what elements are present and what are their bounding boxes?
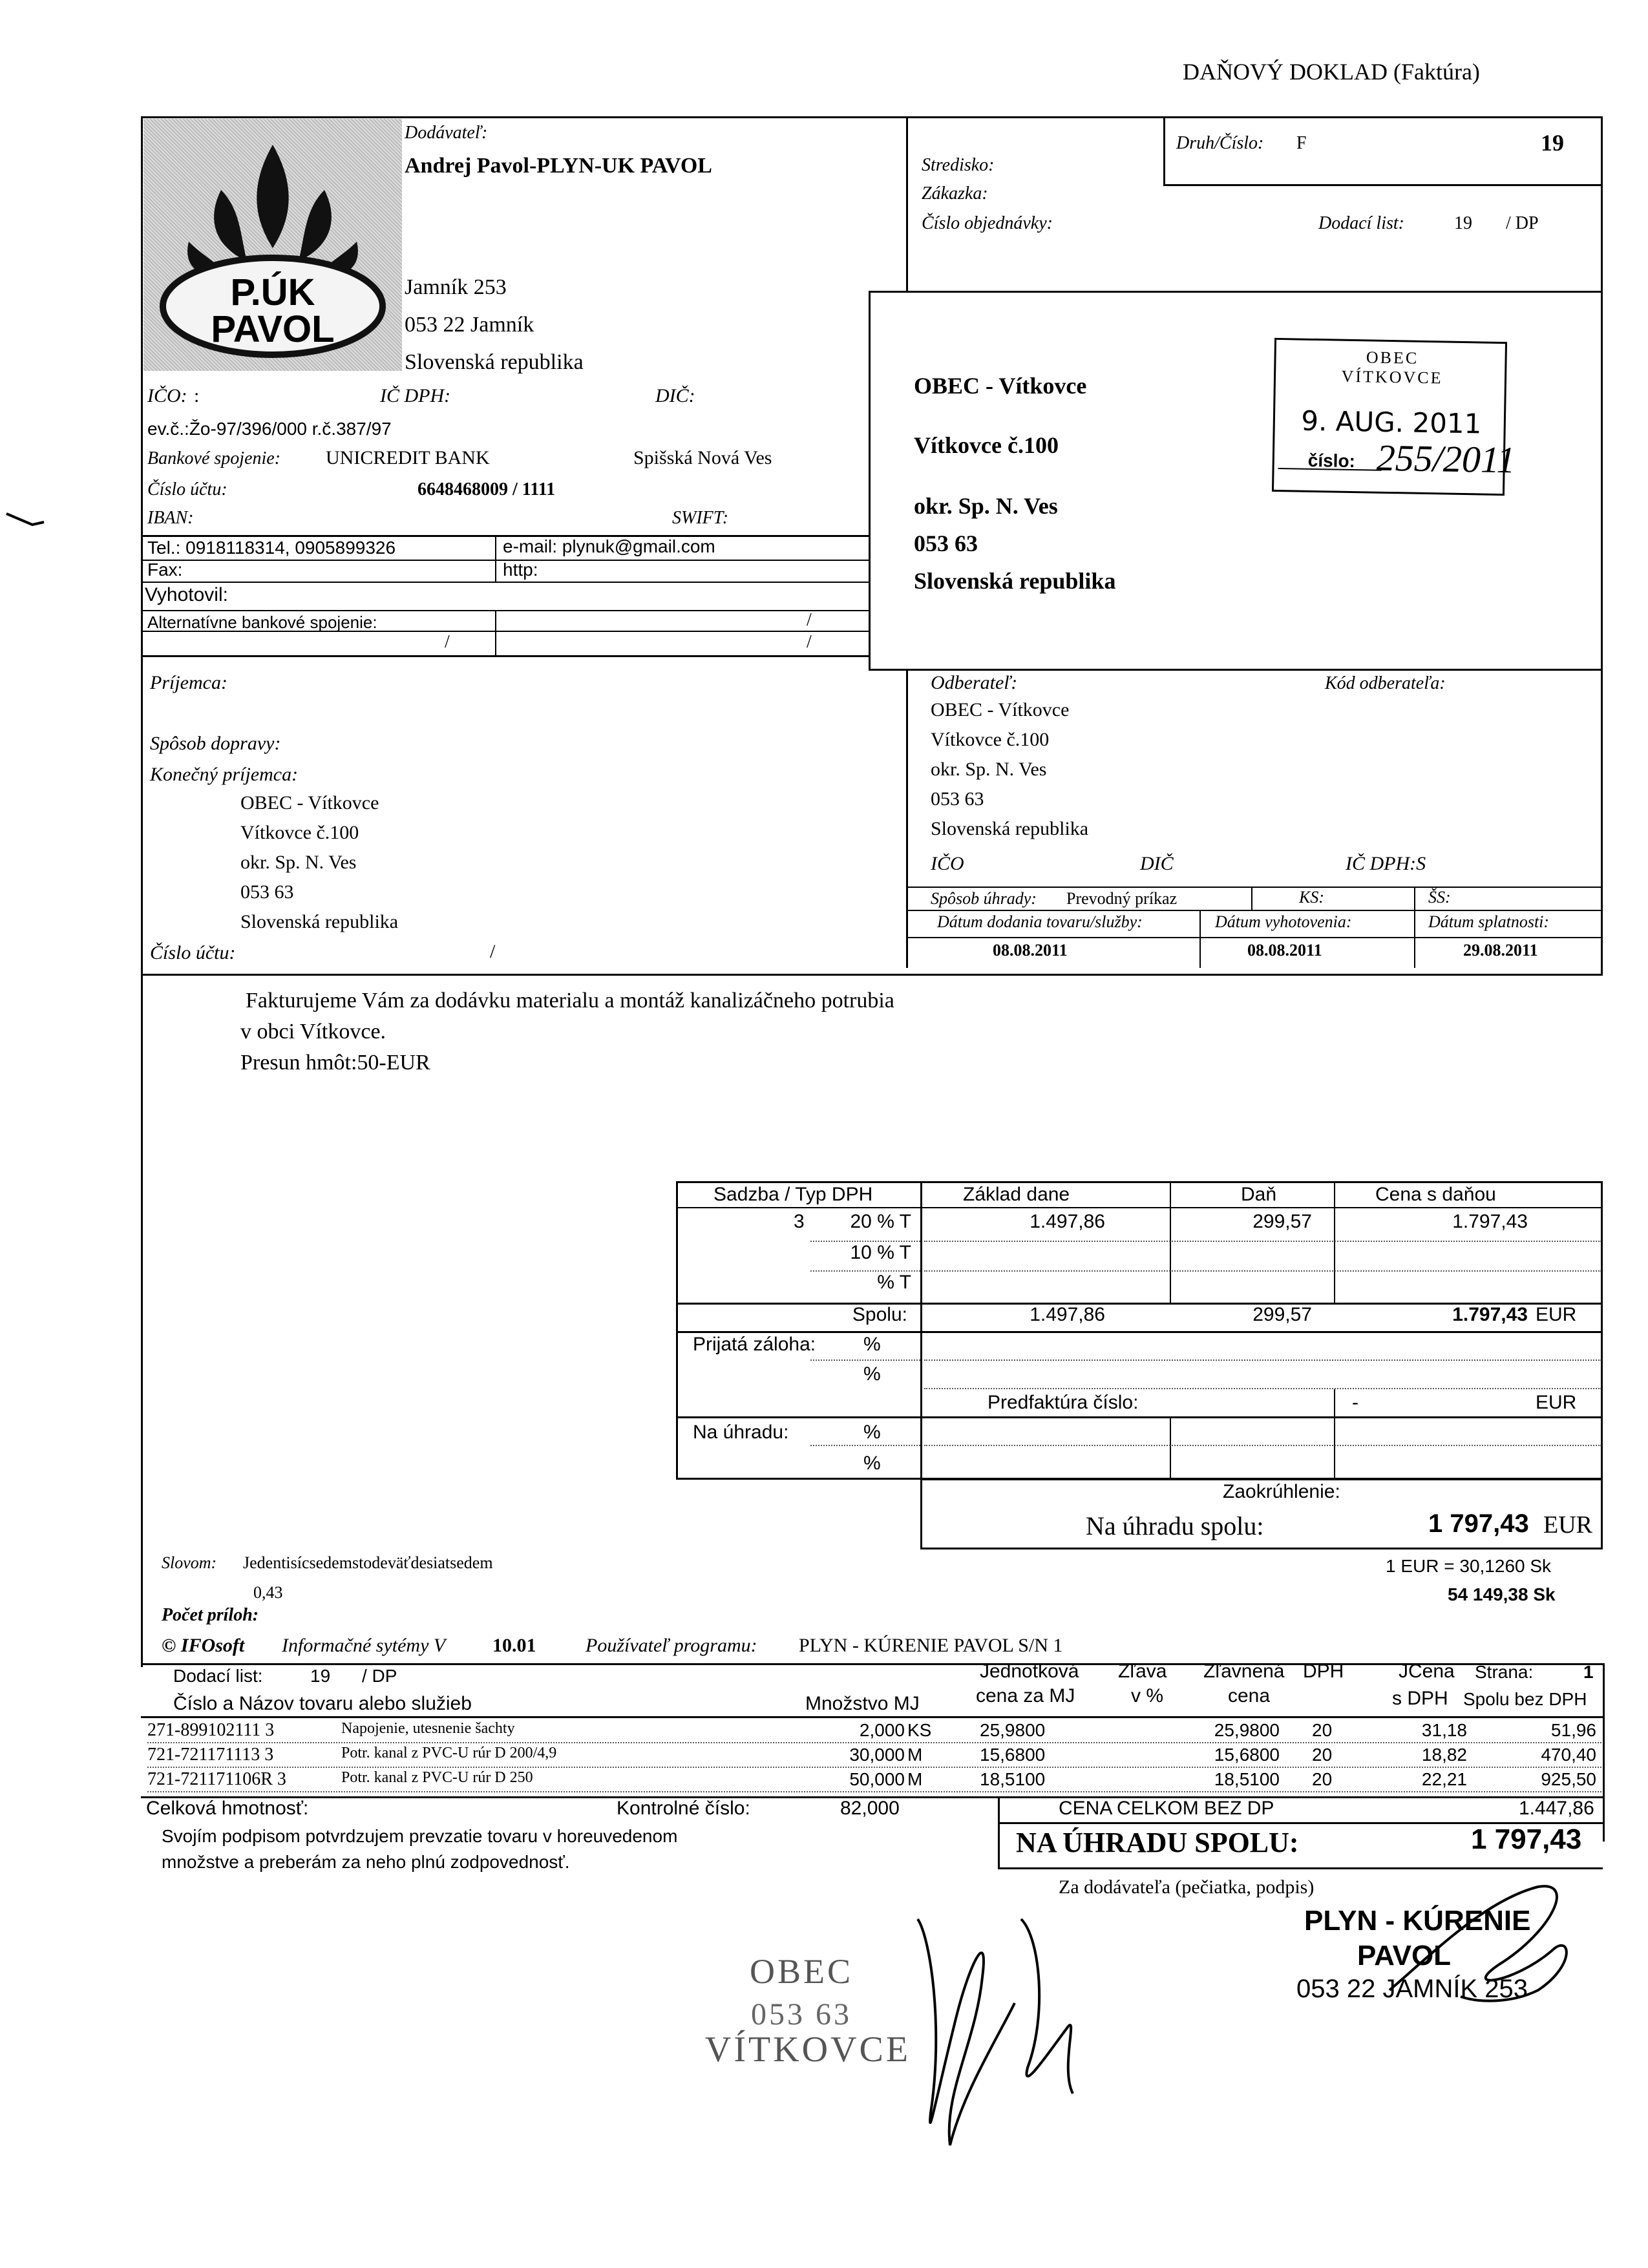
words-value: Jedentisícsedemstodeväťdesiatsedem — [243, 1553, 493, 1572]
account-label: Číslo účtu: — [147, 479, 227, 499]
dic-label: DIČ: — [655, 385, 695, 406]
proforma-currency: EUR — [1536, 1392, 1577, 1413]
items-delivery-value: 19 — [310, 1666, 331, 1686]
words-cents: 0,43 — [253, 1583, 283, 1602]
ico-label: IČO: — [147, 385, 187, 406]
web-label: http: — [503, 560, 538, 580]
customer-zip: 053 63 — [914, 530, 978, 556]
margin-mark — [6, 510, 45, 530]
words-label: Slovom: — [162, 1553, 217, 1572]
item-name: Potr. kanal z PVC-U rúr D 250 — [341, 1769, 533, 1786]
ss-label: ŠS: — [1428, 888, 1451, 907]
item-dprice: 18,5100 — [1214, 1769, 1280, 1789]
supplier-logo — [143, 119, 402, 371]
received-stamp-line2: VÍTKOVCE — [1341, 366, 1443, 388]
alt-bank-slash: / — [807, 610, 812, 630]
supplier-stamp-line1: PLYN - KÚRENIE — [1304, 1905, 1531, 1937]
item-dprice: 15,6800 — [1214, 1745, 1280, 1765]
pay-pct-1: % — [863, 1422, 881, 1443]
vat-row1-tax: 299,57 — [1252, 1211, 1312, 1232]
item-jc: 22,21 — [1421, 1769, 1467, 1789]
ks-label: KS: — [1299, 888, 1324, 907]
supplier-label: Dodávateľ: — [405, 123, 488, 143]
item-code: 721-721171113 3 — [147, 1745, 274, 1765]
recipient-account-slash: / — [490, 941, 496, 962]
customer-name: OBEC - Vítkovce — [914, 373, 1087, 399]
delivery-date-label: Dátum dodania tovaru/služby: — [937, 912, 1143, 931]
invoice-text-line2: v obci Vítkovce. — [240, 1020, 386, 1044]
buyer-code-label: Kód odberateľa: — [1325, 673, 1446, 693]
recipient-label: Príjemca: — [150, 672, 227, 693]
vat-row1-rate: 20 % T — [850, 1211, 911, 1232]
attachments-label: Počet príloh: — [162, 1605, 259, 1625]
vat-col-rate: Sadzba / Typ DPH — [713, 1184, 873, 1205]
customer-district: okr. Sp. N. Ves — [914, 493, 1058, 519]
payment-method-label: Spôsob úhrady: — [931, 889, 1037, 908]
bank-name: UNICREDIT BANK — [326, 447, 490, 468]
net-total-value: 1.447,86 — [1519, 1798, 1594, 1819]
final-recipient-line: OBEC - Vítkovce — [240, 792, 379, 814]
net-total-label: CENA CELKOM BEZ DP — [1059, 1798, 1274, 1819]
alt-bank-slash-2: / — [445, 632, 450, 652]
item-total: 925,50 — [1541, 1769, 1596, 1789]
customer-country: Slovenská republika — [914, 568, 1116, 594]
item-qty: 50,000 — [849, 1769, 905, 1789]
page-value: 1 — [1583, 1662, 1594, 1682]
col-total: Spolu bez DPH — [1463, 1689, 1587, 1709]
vat-row2-rate: 10 % T — [850, 1242, 911, 1263]
total-due-currency: EUR — [1543, 1511, 1592, 1538]
supplier-stamp-line2: PAVOL — [1357, 1940, 1452, 1971]
divider — [906, 116, 908, 291]
advance-pct-2: % — [863, 1363, 881, 1385]
item-dprice: 25,9800 — [1214, 1720, 1280, 1740]
issue-date-label: Dátum vyhotovenia: — [1215, 912, 1352, 931]
obec-stamp-line2: 053 63 — [751, 1997, 852, 2032]
final-recipient-label: Konečný príjemca: — [150, 764, 299, 785]
final-recipient-line: okr. Sp. N. Ves — [240, 852, 357, 873]
customer-street: Vítkovce č.100 — [914, 432, 1059, 458]
item-vat: 20 — [1312, 1745, 1333, 1765]
iban-label: IBAN: — [147, 508, 194, 528]
ico-value: : — [194, 385, 200, 406]
bank-label: Bankové spojenie: — [147, 448, 281, 468]
doc-number: 19 — [1541, 130, 1564, 156]
issue-date: 08.08.2011 — [1247, 941, 1322, 960]
obec-stamp-line3: VÍTKOVCE — [704, 2030, 911, 2070]
item-code: 721-721171106R 3 — [147, 1769, 286, 1789]
pay-total-label: NA ÚHRADU SPOLU: — [1016, 1827, 1299, 1858]
issued-by-label: Vyhotovil: — [145, 584, 228, 605]
swift-label: SWIFT: — [672, 508, 729, 528]
item-mj: KS — [907, 1720, 932, 1740]
buyer-line: okr. Sp. N. Ves — [931, 759, 1047, 780]
col-unit-2: cena za MJ — [976, 1685, 1075, 1706]
supplier-city: 053 22 Jamník — [405, 313, 534, 337]
stredisko-label: Stredisko: — [922, 155, 995, 175]
item-vat: 20 — [1312, 1720, 1333, 1740]
buyer-label: Odberateľ: — [931, 672, 1018, 693]
logo-text-2: PAVOL — [211, 308, 335, 350]
item-jc: 18,82 — [1421, 1745, 1467, 1765]
obec-stamp-line1: OBEC — [749, 1952, 854, 1991]
rounding-label: Zaokrúhlenie: — [1223, 1481, 1340, 1502]
recipient-account-label: Číslo účtu: — [150, 942, 236, 963]
delivery-note-suffix: / DP — [1506, 213, 1539, 233]
customer-signature — [905, 1900, 1099, 2171]
supplier-name: Andrej Pavol-PLYN-UK PAVOL — [405, 154, 712, 178]
software-version: 10.01 — [492, 1635, 536, 1656]
item-jc: 31,18 — [1421, 1720, 1467, 1740]
software-user-value: PLYN - KÚRENIE PAVOL S/N 1 — [799, 1635, 1063, 1656]
fax-label: Fax: — [147, 560, 183, 580]
transport-label: Spôsob dopravy: — [150, 733, 281, 754]
invoice-text-line1: Fakturujeme Vám za dodávku materialu a montáž kanalizáčneho potrubia — [246, 989, 894, 1013]
item-total: 51,96 — [1550, 1720, 1596, 1740]
buyer-line: Slovenská republika — [931, 818, 1089, 839]
pay-total-value: 1 797,43 — [1471, 1823, 1582, 1855]
col-name: Číslo a Názov tovaru alebo služieb — [173, 1693, 472, 1714]
total-weight-label: Celková hmotnosť: — [146, 1798, 309, 1819]
pay-label: Na úhradu: — [693, 1422, 789, 1443]
item-unit: 25,9800 — [980, 1720, 1046, 1740]
bank-city: Spišská Nová Ves — [633, 447, 772, 468]
software-name: Informačné sytémy V — [282, 1635, 446, 1656]
items-delivery-label: Dodací list: — [173, 1666, 263, 1686]
document-title: DAŇOVÝ DOKLAD (Faktúra) — [1183, 59, 1480, 85]
item-total: 470,40 — [1541, 1745, 1596, 1765]
vat-row3-rate: % T — [877, 1272, 911, 1293]
control-number-value: 82,000 — [840, 1798, 900, 1819]
items-delivery-suffix: / DP — [362, 1666, 397, 1686]
vat-row1-code: 3 — [794, 1211, 805, 1232]
sk-total: 54 149,38 Sk — [1448, 1584, 1556, 1604]
vat-row1-total: 1.797,43 — [1452, 1211, 1528, 1232]
item-name: Napojenie, utesnenie šachty — [341, 1720, 515, 1737]
software-copyright: © IFOsoft — [162, 1635, 245, 1656]
total-due-label: Na úhradu spolu: — [1086, 1511, 1264, 1540]
received-stamp-line1: OBEC — [1366, 348, 1419, 368]
received-stamp-num: 255/2011 — [1376, 436, 1516, 481]
vat-sum-total: 1.797,43 — [1452, 1304, 1528, 1325]
vat-col-total: Cena s daňou — [1375, 1184, 1496, 1205]
item-unit: 15,6800 — [980, 1745, 1046, 1765]
col-discount-1: Zľava — [1118, 1661, 1167, 1682]
payment-method-value: Prevodný príkaz — [1066, 889, 1178, 908]
final-recipient-line: Vítkovce č.100 — [240, 822, 359, 843]
email: e-mail: plynuk@gmail.com — [503, 536, 715, 556]
col-jc-2: s DPH — [1392, 1688, 1448, 1709]
doc-type-value: F — [1296, 133, 1307, 153]
software-user-label: Používateľ programu: — [586, 1635, 757, 1656]
due-date: 29.08.2011 — [1463, 941, 1538, 960]
col-discounted-1: Zľavnená — [1203, 1661, 1285, 1682]
account-value: 6648468009 / 1111 — [417, 479, 556, 499]
col-vat: DPH — [1303, 1661, 1344, 1682]
supplier-stamp-line3: 053 22 JAMNÍK 253 — [1296, 1975, 1528, 2003]
advance-pct-1: % — [863, 1334, 881, 1355]
zakazka-label: Zákazka: — [922, 184, 988, 204]
final-recipient-line: 053 63 — [240, 881, 294, 903]
buyer-ico-label: IČO — [931, 853, 964, 874]
supplier-street: Jamník 253 — [405, 275, 507, 299]
col-qty: Množstvo MJ — [805, 1693, 920, 1714]
due-date-label: Dátum splatnosti: — [1428, 912, 1550, 931]
proforma-label: Predfaktúra číslo: — [988, 1392, 1139, 1413]
received-stamp-num-label: číslo: — [1307, 450, 1356, 472]
vat-sum-tax: 299,57 — [1252, 1304, 1312, 1325]
item-vat: 20 — [1312, 1769, 1333, 1789]
item-code: 271-899102111 3 — [147, 1720, 275, 1740]
phone: Tel.: 0918118314, 0905899326 — [147, 538, 396, 558]
ev-number: ev.č.:Žo-97/396/000 r.č.387/97 — [147, 419, 392, 439]
supplier-sign-label: Za dodávateľa (pečiatka, podpis) — [1059, 1876, 1315, 1898]
vat-col-tax: Daň — [1241, 1184, 1277, 1205]
order-number-label: Číslo objednávky: — [922, 213, 1053, 233]
proforma-dash: - — [1352, 1392, 1358, 1413]
icdph-label: IČ DPH: — [380, 385, 451, 406]
received-stamp-date: 9. AUG. 2011 — [1300, 404, 1482, 440]
item-name: Potr. kanal z PVC-U rúr D 200/4,9 — [341, 1745, 557, 1761]
col-jc-1: JCena — [1399, 1661, 1455, 1682]
logo-text-1: P.ÚK — [230, 271, 315, 313]
alt-bank-slash-3: / — [807, 632, 812, 652]
final-recipient-line: Slovenská republika — [240, 911, 399, 932]
item-mj: M — [907, 1745, 923, 1765]
item-qty: 2,000 — [859, 1720, 905, 1740]
vat-sum-currency: EUR — [1536, 1304, 1577, 1325]
buyer-icdph-label: IČ DPH:S — [1346, 853, 1426, 874]
buyer-line: OBEC - Vítkovce — [931, 699, 1070, 720]
row-divider — [147, 1742, 1601, 1743]
page-label: Strana: — [1475, 1662, 1534, 1682]
delivery-note-label: Dodací list: — [1318, 213, 1404, 233]
buyer-line: Vítkovce č.100 — [931, 729, 1050, 750]
delivery-note-value: 19 — [1454, 213, 1472, 233]
vat-sum-base: 1.497,86 — [1030, 1304, 1105, 1325]
invoice-text-line3: Presun hmôt:50-EUR — [240, 1051, 430, 1075]
supplier-country: Slovenská republika — [405, 350, 584, 374]
control-number-label: Kontrolné číslo: — [617, 1798, 750, 1819]
col-discount-2: v % — [1131, 1685, 1164, 1706]
row-divider — [147, 1767, 1601, 1768]
col-discounted-2: cena — [1228, 1685, 1271, 1706]
buyer-line: 053 63 — [931, 788, 984, 810]
confirm-text-2: množstve a preberám za neho plnú zodpovednosť. — [162, 1852, 570, 1872]
doc-type-label: Druh/Číslo: — [1176, 133, 1264, 153]
confirm-text-1: Svojím podpisom potvrdzujem prevzatie tovaru v horeuvedenom — [162, 1826, 678, 1846]
advance-label: Prijatá záloha: — [693, 1334, 816, 1355]
buyer-dic-label: DIČ — [1140, 853, 1174, 874]
alt-bank-label: Alternatívne bankové spojenie: — [147, 613, 377, 632]
total-due-value: 1 797,43 — [1428, 1509, 1529, 1538]
item-unit: 18,5100 — [980, 1769, 1046, 1789]
vat-col-base: Základ dane — [963, 1184, 1070, 1205]
item-qty: 30,000 — [849, 1745, 905, 1765]
vat-row1-base: 1.497,86 — [1030, 1211, 1105, 1232]
exchange-rate: 1 EUR = 30,1260 Sk — [1386, 1556, 1552, 1576]
item-mj: M — [907, 1769, 923, 1789]
pay-pct-2: % — [863, 1453, 881, 1474]
received-stamp — [1272, 338, 1516, 496]
delivery-date: 08.08.2011 — [993, 941, 1068, 960]
row-divider — [147, 1791, 1601, 1792]
supplier-signature — [1383, 1874, 1590, 2016]
vat-sum-label: Spolu: — [852, 1304, 907, 1325]
col-unit-1: Jednotková — [980, 1661, 1079, 1682]
